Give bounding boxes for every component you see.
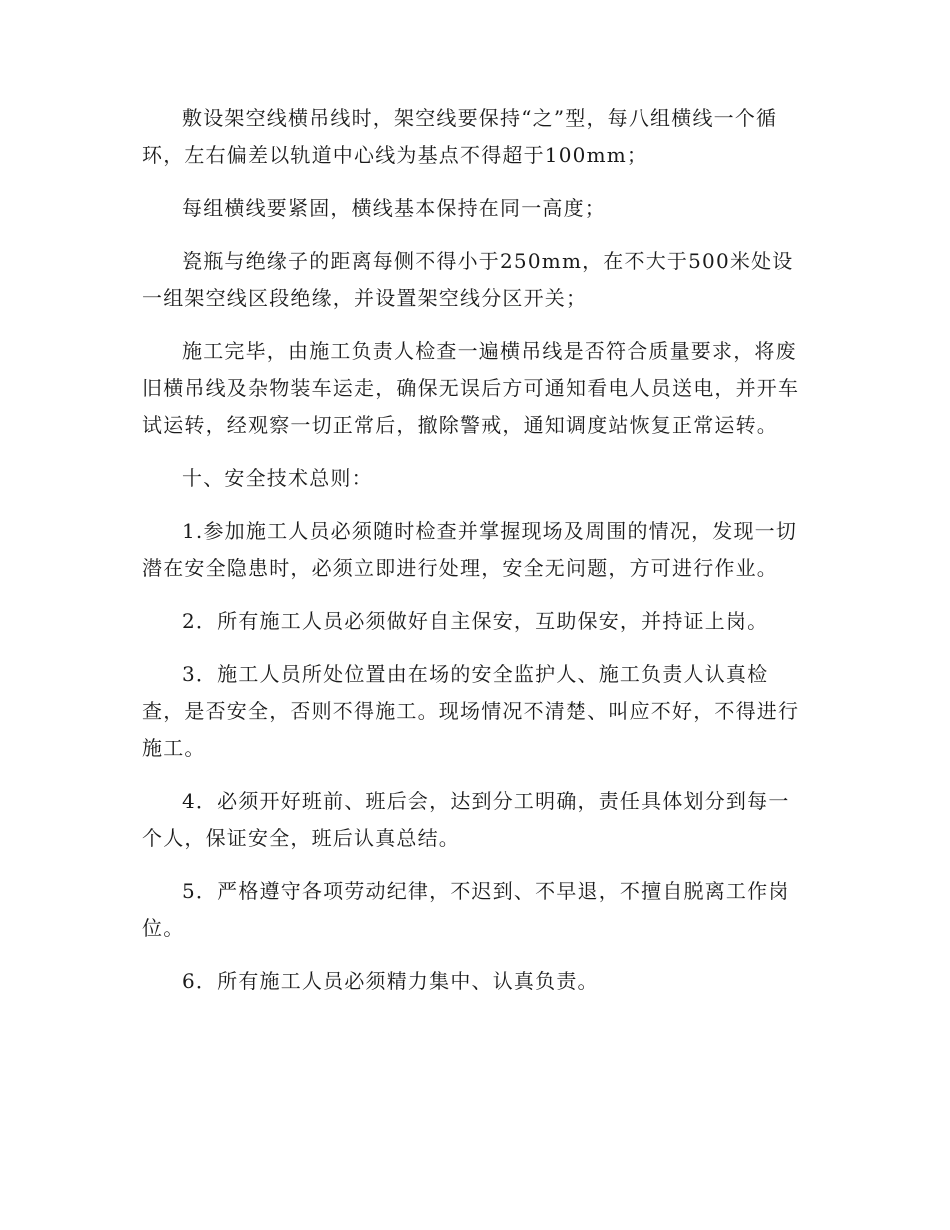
list-item-1: 1.参加施工人员必须随时检查并掌握现场及周围的情况，发现一切潜在安全隐患时，必须立即进行处理，安全无问题，方可进行作业。 <box>142 519 798 580</box>
paragraph-construction-completion: 施工完毕，由施工负责人检查一遍横吊线是否符合质量要求，将废旧横吊线及杂物装车运走，确保无误后方可通知看电人员送电，并开车试运转，经观察一切正常后，撤除警戒，通知调度站恢复正常运转。 <box>142 339 800 437</box>
list-item-3: 3．施工人员所处位置由在场的安全监护人、施工负责人认真检查，是否安全，否则不得施工。现场情况不清楚、叫应不好，不得进行施工。 <box>142 662 800 760</box>
paragraph-insulator-distance: 瓷瓶与绝缘子的距离每侧不得小于250mm，在不大于500米处设一组架空线区段绝缘，并设置架空线分区开关； <box>142 249 794 310</box>
list-item-2: 2．所有施工人员必须做好自主保安，互助保安，并持证上岗。 <box>182 609 769 633</box>
list-item-5: 5．严格遵守各项劳动纪律，不迟到、不早退，不擅自脱离工作岗位。 <box>142 879 790 940</box>
paragraph-cross-line-fastening: 每组横线要紧固，横线基本保持在同一高度； <box>182 196 606 220</box>
document-page <box>142 100 808 1016</box>
list-item-4: 4．必须开好班前、班后会，达到分工明确，责任具体划分到每一个人，保证安全，班后认真总结。 <box>142 789 790 850</box>
list-item-6: 6．所有施工人员必须精力集中、认真负责。 <box>182 969 599 993</box>
section-heading-safety-rules: 十、安全技术总则： <box>182 466 373 490</box>
paragraph-overhead-line-laying: 敷设架空线横吊线时，架空线要保持“之”型，每八组横线一个循环，左右偏差以轨道中心线为基点不得超于100mm； <box>142 106 778 167</box>
